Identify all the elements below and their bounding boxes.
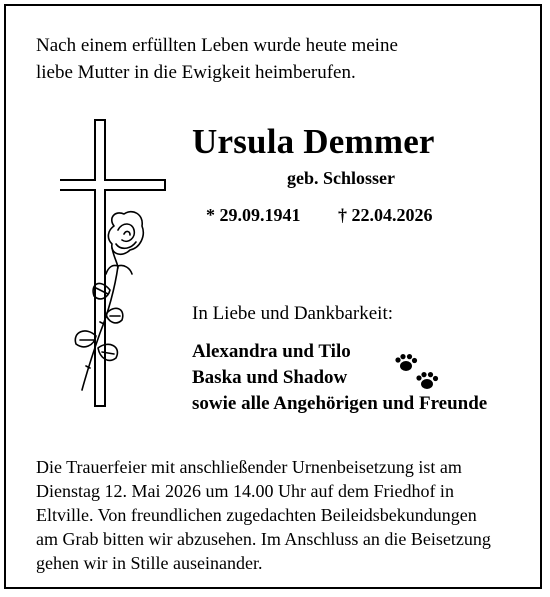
death-date: † 22.04.2026 <box>338 205 433 225</box>
intro-line-2: liebe Mutter in die Ewigkeit heimberufen. <box>36 62 356 83</box>
birth-date: * 29.09.1941 <box>206 205 301 225</box>
closing-line-1: Die Trauerfeier mit anschließender Urnenbeisetzung ist am <box>36 457 462 477</box>
family-line-2: Baska und Shadow <box>192 367 348 388</box>
family-line-3: sowie alle Angehörigen und Freunde <box>192 393 488 414</box>
intro-text <box>36 32 516 86</box>
intro-line-1: Nach einem erfüllten Leben wurde heute meine <box>36 35 398 56</box>
closing-line-4: am Grab bitten wir abzusehen. Im Anschluss an die Beisetzung <box>36 529 491 549</box>
paw-prints-icon <box>394 354 440 394</box>
closing-line-5: gehen wir in Stille auseinander. <box>36 553 263 573</box>
closing-line-3: Eltville. Von freundlichen zugedachten Beileidsbekundungen <box>36 505 477 525</box>
maiden-name: geb. Schlosser <box>287 168 395 188</box>
family-line-1: Alexandra und Tilo <box>192 341 351 362</box>
closing-line-2: Dienstag 12. Mai 2026 um 14.00 Uhr auf dem Friedhof in <box>36 481 454 501</box>
closing-text <box>36 455 526 575</box>
family-signatures <box>192 339 487 417</box>
deceased-name: Ursula Demmer <box>192 122 435 161</box>
cross-with-rose-icon <box>60 118 170 413</box>
life-dates <box>206 205 433 226</box>
thanks-line: In Liebe und Dankbarkeit: <box>192 303 394 324</box>
